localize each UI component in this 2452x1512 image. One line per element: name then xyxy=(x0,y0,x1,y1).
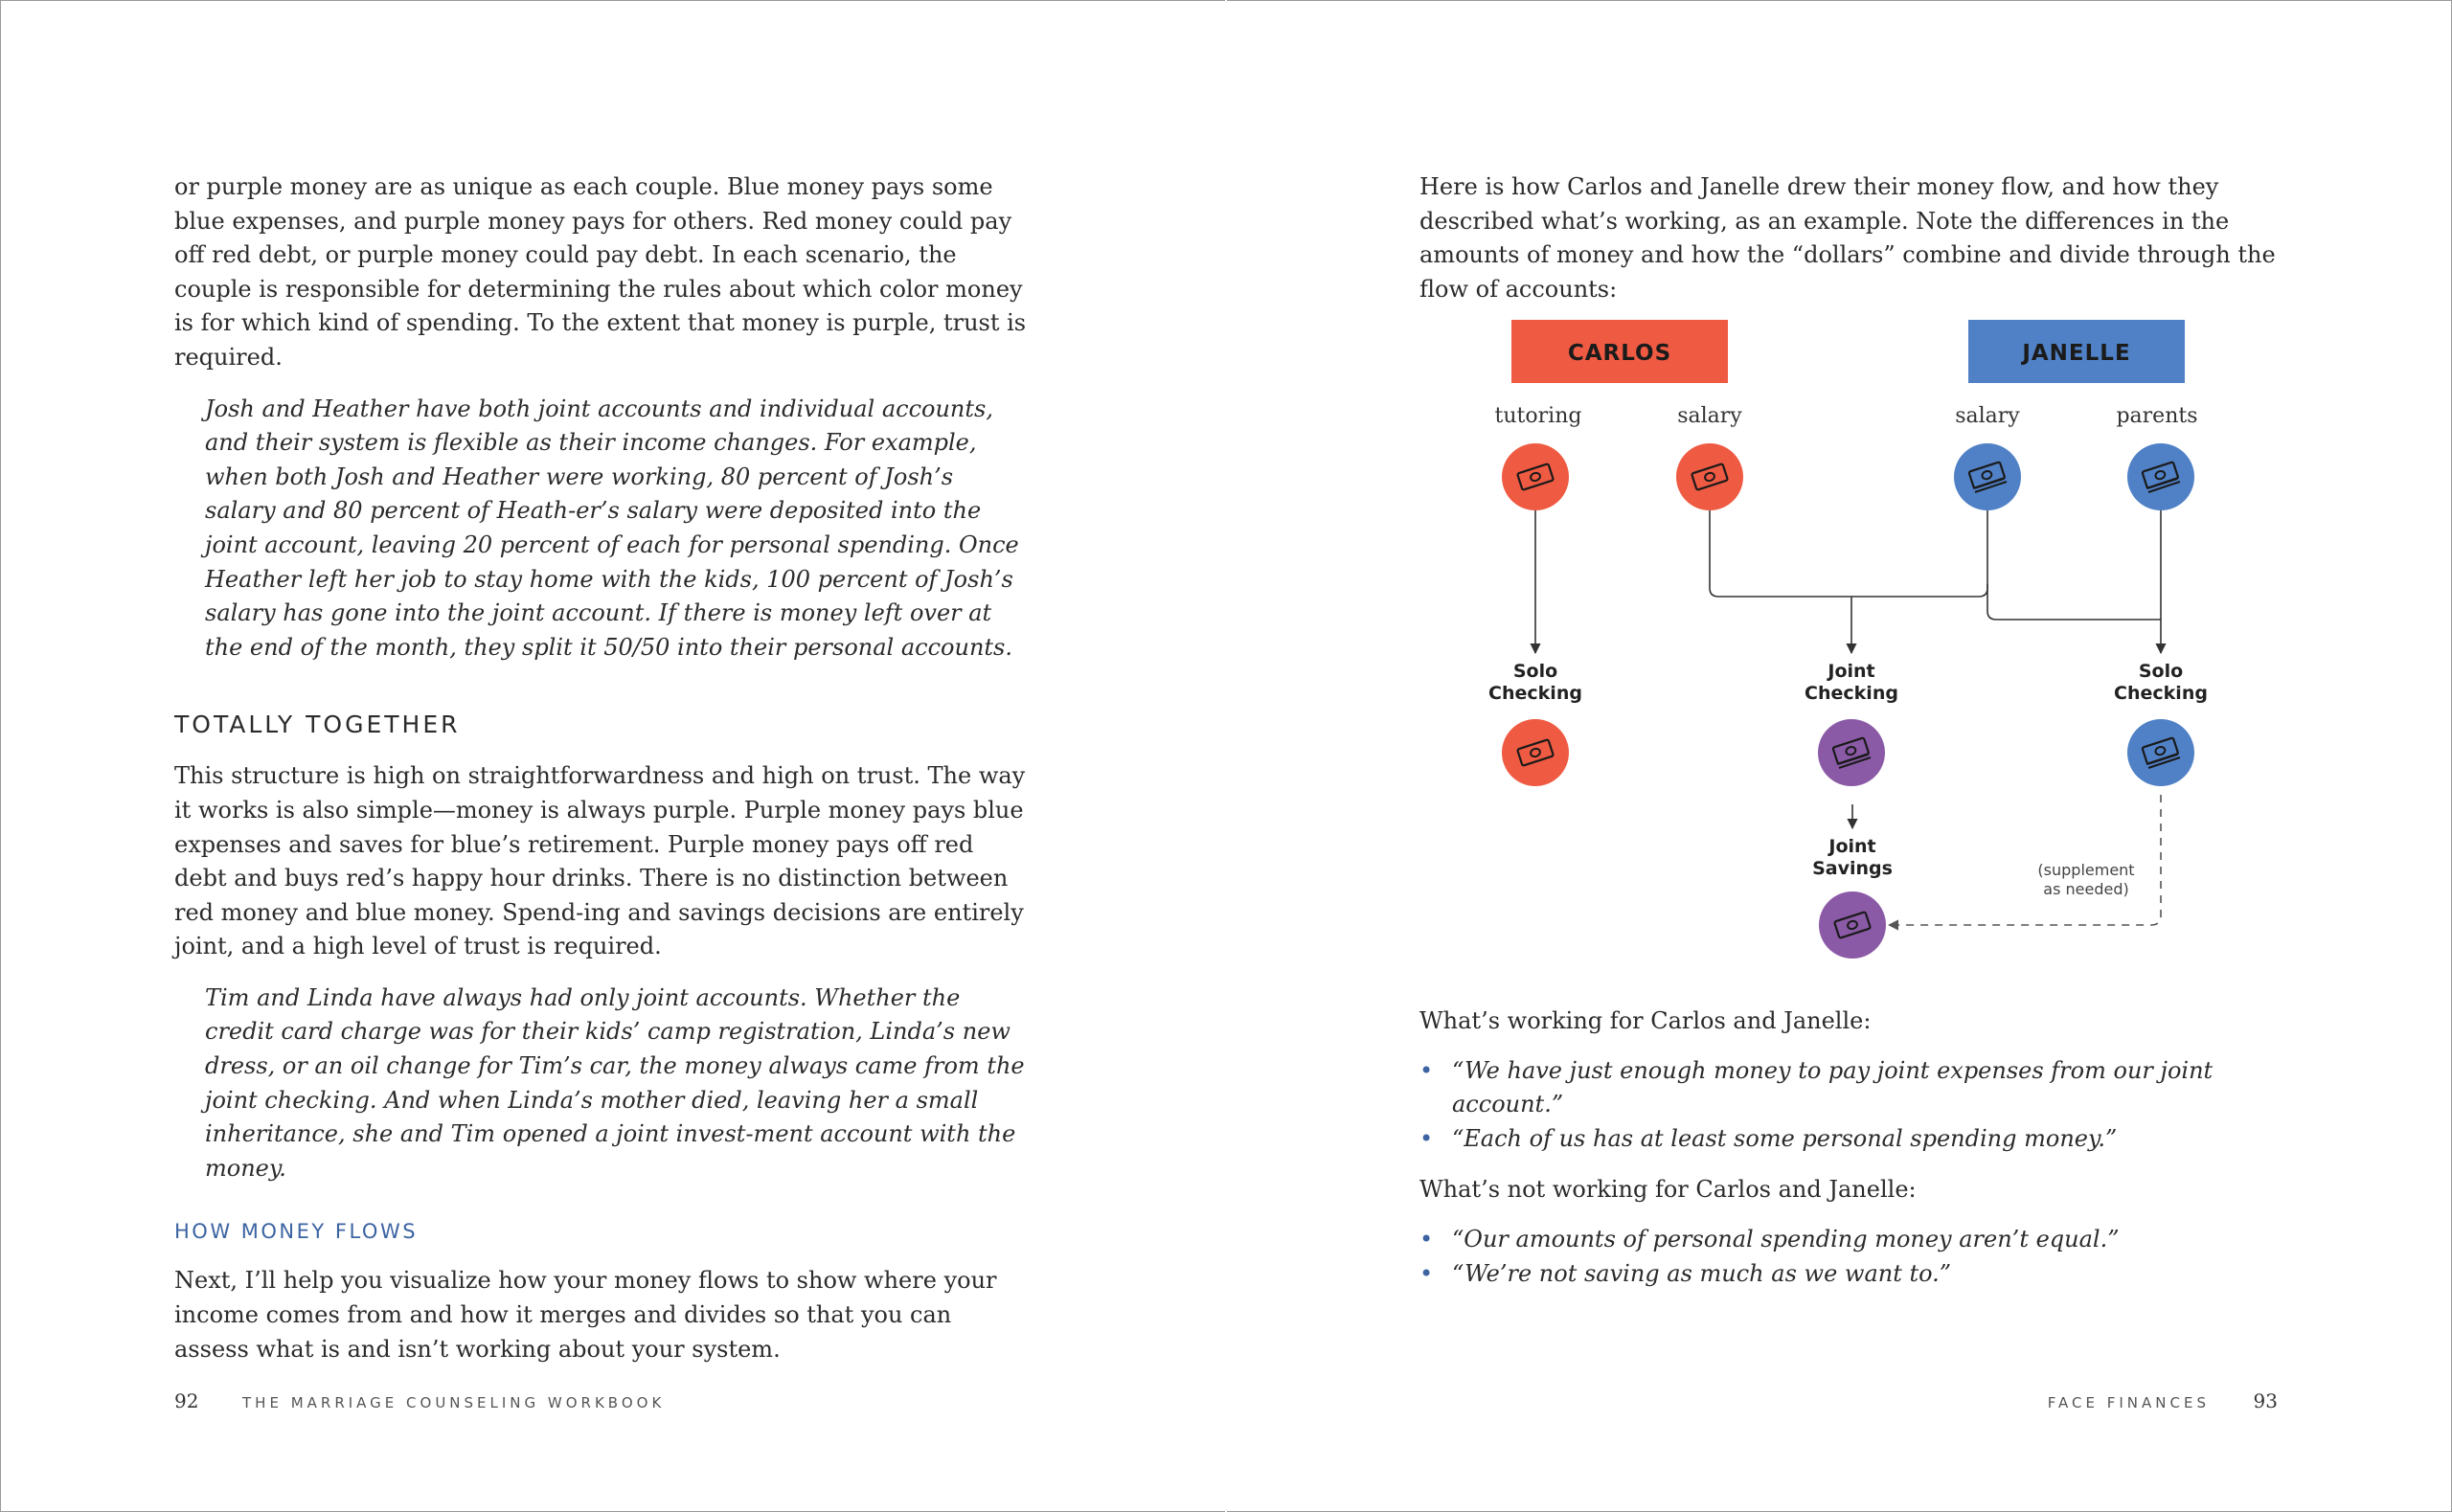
not-working-item: • “We’re not saving as much as we want to.” xyxy=(1419,1257,2282,1292)
paragraph-together: This structure is high on straightforwardness and high on trust. The way it works is also simple—money is always purple. Purple money pays blue expenses and saves for blue’s retirement. Purple money pays off red debt and buys red’s happy hour drinks. There is no distinction between red money and blue money. Spend-ing and savings decisions are entirely joint, and a high level of trust is required. xyxy=(174,762,1026,960)
joint-checking-line2: Checking xyxy=(1805,683,1898,704)
quote-tim-linda: Tim and Linda have always had only joint accounts. Whether the credit card charge was for their kids’ camp registration, Linda’s new dress, or an oil change for Tim’s car, the money always came from the joint checking. And when Linda’s mother died, leaving her a small inheritance, she and Tim opened a joint invest-ment account with the money. xyxy=(205,983,1025,1182)
not-working-item: • “Our amounts of personal spending money aren’t equal.” xyxy=(1419,1223,2282,1257)
page-number-right: 93 xyxy=(2253,1389,2278,1412)
joint-checking-line1: Joint xyxy=(1828,661,1875,682)
solo-checking-right-line2: Checking xyxy=(2114,683,2208,704)
supplement-note-line1: (supplement xyxy=(2037,861,2135,879)
paragraph-visualize: Next, I’ll help you visualize how your money flows to show where your income comes from and how it merges and divides so that you can assess what is and isn’t working about your system. xyxy=(174,1267,997,1363)
carlos-box xyxy=(1511,320,1728,383)
paragraph-intro: Here is how Carlos and Janelle drew their money flow, and how they described what’s working, as an example. Note the differences in the amounts of money and how the “dollars” combine and divide through the flow of accounts: xyxy=(1419,173,2276,303)
janelle-label: JANELLE xyxy=(2022,341,2131,366)
paragraph-purple-money: or purple money are as unique as each couple. Blue money pays some blue expenses, and purple money pays for others. Red money could pay off red debt, or purple money could pay debt. In each scenario, the couple is responsible for determining the rules about which color money is for which kind of spending. To the extent that money is purple, trust is required. xyxy=(174,173,1027,371)
left-folio xyxy=(174,1389,665,1412)
right-page-intro xyxy=(1419,170,2282,306)
right-page-assessment xyxy=(1419,1004,2282,1308)
working-item: • “Each of us has at least some personal spending money.” xyxy=(1419,1122,2282,1157)
parents-money-node xyxy=(2127,443,2194,510)
tutoring-money-node xyxy=(1502,443,1569,510)
supplement-note-line2: as needed) xyxy=(2043,880,2129,898)
source-label-janelle-salary: salary xyxy=(1955,404,2020,428)
working-list xyxy=(1419,1054,2282,1157)
spread-divider xyxy=(1225,0,1227,1512)
right-folio xyxy=(2048,1389,2278,1412)
page-number-left: 92 xyxy=(174,1389,199,1412)
joint-checking-node xyxy=(1818,719,1885,786)
solo-checking-left-line2: Checking xyxy=(1488,683,1582,704)
carlos-label: CARLOS xyxy=(1567,341,1672,366)
money-flow-svg xyxy=(1419,306,2282,977)
janelle-salary-money-node xyxy=(1954,443,2021,510)
solo-checking-left-line1: Solo xyxy=(1512,661,1558,682)
section-title: FACE FINANCES xyxy=(2047,1394,2210,1411)
not-working-list xyxy=(1419,1223,2282,1291)
joint-savings-node xyxy=(1819,891,1886,959)
book-title: THE MARRIAGE COUNSELING WORKBOOK xyxy=(242,1394,666,1411)
solo-checking-right-node xyxy=(2127,719,2194,786)
solo-checking-left-node xyxy=(1502,719,1569,786)
source-label-parents: parents xyxy=(2116,404,2198,428)
joint-savings-line1: Joint xyxy=(1828,836,1876,857)
not-working-heading: What’s not working for Carlos and Janelle: xyxy=(1419,1176,1917,1204)
left-page-column xyxy=(174,170,1027,1384)
solo-checking-right-line1: Solo xyxy=(2138,661,2184,682)
carlos-salary-money-node xyxy=(1676,443,1743,510)
working-heading: What’s working for Carlos and Janelle: xyxy=(1419,1007,1872,1034)
source-label-carlos-salary: salary xyxy=(1677,404,1742,428)
heading-totally-together: TOTALLY TOGETHER xyxy=(174,711,461,739)
joint-savings-line2: Savings xyxy=(1812,858,1893,879)
heading-how-money-flows: HOW MONEY FLOWS xyxy=(174,1220,419,1244)
supplement-dashed-connector xyxy=(1889,795,2161,925)
janelle-box xyxy=(1968,320,2185,383)
money-flow-diagram xyxy=(1419,306,2282,977)
working-item: • “We have just enough money to pay joint expenses from our joint account.” xyxy=(1419,1054,2282,1122)
quote-josh-heather: Josh and Heather have both joint accounts and individual accounts, and their system is flexible as their income changes. For example, when both Josh and Heather were working, 80 percent of Josh’s salary and 80 percent of Heath-er’s salary were deposited into the joint account, leaving 20 percent of each for personal spending. Once Heather left her job to stay home with the kids, 100 percent of Josh’s salary has gone into the joint account. If there is money left over at the end of the month, they split it 50/50 into their personal accounts. xyxy=(205,395,1019,661)
source-label-tutoring: tutoring xyxy=(1494,404,1582,428)
